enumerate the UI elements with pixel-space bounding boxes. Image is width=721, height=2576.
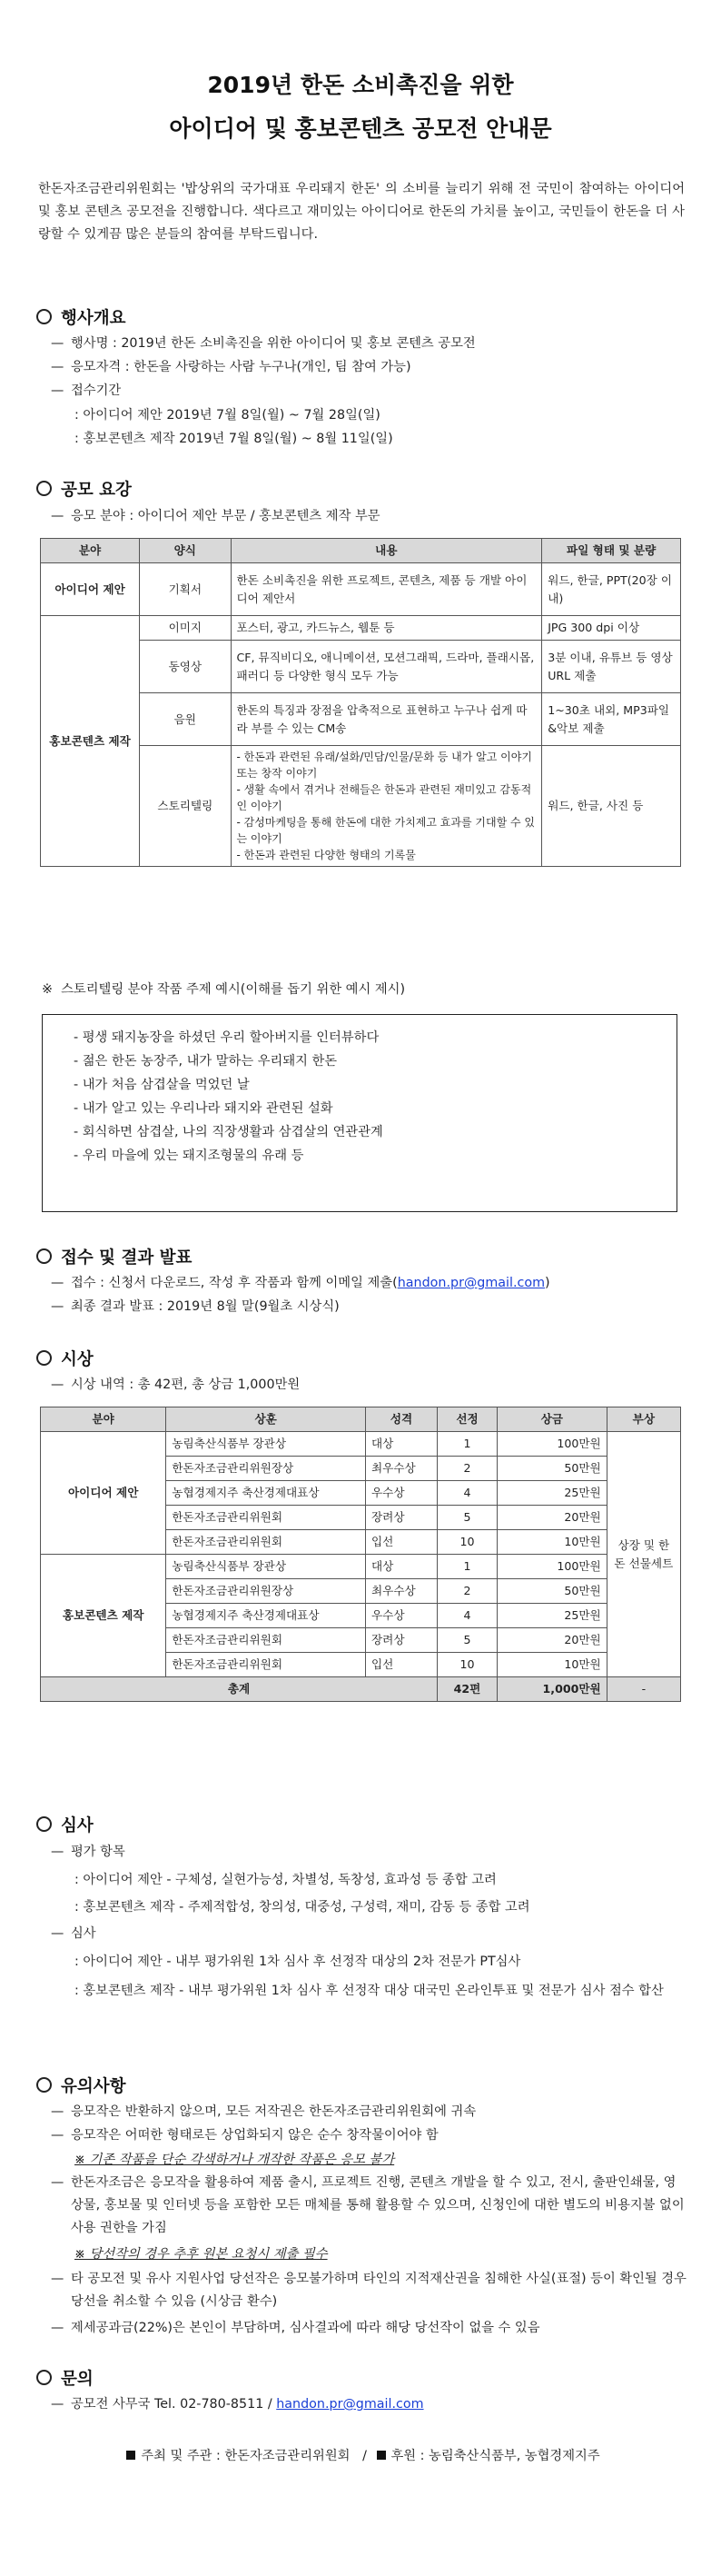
req-row-content: CF, 뮤직비디오, 애니메이션, 모션그래픽, 드라마, 플래시몹, 패러디 등 다양한 형식 모두 가능	[231, 641, 542, 693]
title-line-2: 아이디어 및 홍보콘텐츠 공모전 안내문	[169, 115, 552, 142]
award-name: 한돈자조금관리위원장상	[166, 1579, 366, 1604]
section-awards-heading: 시상	[36, 1347, 94, 1370]
title-line-1: 2019년 한돈 소비촉진을 위한	[207, 72, 514, 98]
award-name: 농협경제지주 축산경제대표상	[166, 1604, 366, 1628]
story-item: - 생활 속에서 겪거나 전해들은 한돈과 관련된 재미있고 감동적인 이야기	[236, 783, 532, 812]
award-prize: 100만원	[497, 1432, 607, 1457]
story-example: - 평생 돼지농장을 하셨던 우리 할아버지를 인터뷰하다	[74, 1030, 380, 1045]
award-grade: 우수상	[365, 1481, 437, 1506]
circle-bullet-icon	[36, 1350, 52, 1366]
award-name: 한돈자조금관리위원회	[166, 1506, 366, 1530]
story-example: - 내가 알고 있는 우리나라 돼지와 관련된 설화	[74, 1101, 333, 1116]
awards-header: 성격	[365, 1407, 437, 1432]
req-row-file: 3분 이내, 유튜브 등 영상 URL 제출	[542, 641, 681, 693]
req-row-content: 포스터, 광고, 카드뉴스, 웹툰 등	[231, 616, 542, 641]
circle-bullet-icon	[36, 2077, 52, 2093]
awards-extra-prize: 상장 및 한돈 선물세트	[607, 1432, 680, 1677]
award-name: 농림축산식품부 장관상	[166, 1555, 366, 1579]
req-header-content: 내용	[231, 539, 542, 563]
req-header-field: 분야	[41, 539, 140, 563]
award-count: 2	[438, 1579, 498, 1604]
circle-bullet-icon	[36, 1248, 52, 1264]
intro-paragraph: 한돈자조금관리위원회는 '밥상위의 국가대표 우리돼지 한돈' 의 소비를 늘리기 위해 전 국민이 참여하는 아이디어 및 홍보 콘텐츠 공모전을 진행합니다. 색다르고 재미있는 아이디어로 한돈의 가치를 높이고, 국민들이 한돈을 더 사랑할 수 있게끔 많은 분들의 참여를 부탁드립니다.	[38, 182, 685, 242]
awards-header: 상훈	[166, 1407, 366, 1432]
story-example: - 내가 처음 삼겹살을 먹었던 날	[74, 1078, 250, 1092]
awards-header: 선정	[438, 1407, 498, 1432]
contact-line: — 공모전 사무국 Tel. 02-780-8511 / handon.pr@gmail.com	[51, 2397, 424, 2412]
award-count: 2	[438, 1457, 498, 1481]
square-bullet-icon	[126, 2451, 135, 2460]
award-grade: 대상	[365, 1432, 437, 1457]
awards-total-prize: 1,000만원	[497, 1677, 607, 1702]
story-example: - 젊은 한돈 농장주, 내가 말하는 우리돼지 한돈	[74, 1054, 338, 1069]
award-grade: 최우수상	[365, 1457, 437, 1481]
circle-bullet-icon	[36, 1816, 52, 1832]
award-count: 1	[438, 1555, 498, 1579]
submit-result: — 최종 결과 발표 : 2019년 8월 말(9월초 시상식)	[51, 1299, 340, 1314]
award-name: 한돈자조금관리위원회	[166, 1530, 366, 1555]
award-prize: 50만원	[497, 1457, 607, 1481]
footer-separator: /	[362, 2449, 367, 2463]
award-prize: 10만원	[497, 1530, 607, 1555]
awards-content-field: 홍보콘텐츠 제작	[41, 1555, 166, 1677]
overview-period-idea: : 아이디어 제안 2019년 7월 8일(월) ~ 7월 28일(일)	[74, 408, 380, 423]
award-count: 5	[438, 1506, 498, 1530]
judging-review-idea: : 아이디어 제안 - 내부 평가위원 1차 심사 후 선정작 대상의 2차 전문가 PT심사	[74, 1954, 521, 1969]
story-item: - 감성마케팅을 통해 한돈에 대한 가치제고 효과를 기대할 수 있는 이야기	[236, 816, 535, 845]
awards-idea-field: 아이디어 제안	[41, 1432, 166, 1555]
requirements-field-line: — 응모 분야 : 아이디어 제안 부문 / 홍보콘텐츠 제작 부문	[51, 509, 380, 523]
award-prize: 10만원	[497, 1653, 607, 1677]
req-content-field: 홍보콘텐츠 제작	[41, 616, 140, 867]
story-example: - 우리 마을에 있는 돼지조형물의 유래 등	[74, 1149, 304, 1163]
award-name: 농림축산식품부 장관상	[166, 1432, 366, 1457]
req-idea-file: 워드, 한글, PPT(20장 이내)	[542, 563, 681, 616]
req-idea-form: 기획서	[140, 563, 231, 616]
note-item: — 한돈자조금은 응모작을 활용하여 제품 출시, 프로젝트 진행, 콘텐츠 개발을 할 수 있고, 전시, 출판인쇄물, 영상물, 홍보물 및 인터넷 등을 포함한 모든 매체를 통해 활용할 수 있으며, 신청인에 대한 별도의 비용지불 없이 사용 권한을 가짐	[51, 2175, 685, 2235]
note-item: — 응모작은 어떠한 형태로든 상업화되지 않은 순수 창작물이어야 함	[51, 2128, 439, 2143]
awards-header: 부상	[607, 1407, 680, 1432]
req-row-file: JPG 300 dpi 이상	[542, 616, 681, 641]
story-item: - 한돈과 관련된 유래/설화/민담/인물/문화 등 내가 알고 이야기 또는 창작 이야기	[236, 751, 532, 780]
footer	[0, 2446, 721, 2464]
note-sub: ※ 당선작의 경우 추후 원본 요청시 제출 필수	[74, 2247, 328, 2262]
award-grade: 장려상	[365, 1628, 437, 1653]
section-contact-heading: 문의	[36, 2366, 94, 2390]
submit-receipt: — 접수 : 신청서 다운로드, 작성 후 작품과 함께 이메일 제출(handon.pr@gmail.com)	[51, 1276, 550, 1290]
judging-items-content: : 홍보콘텐츠 제작 - 주제적합성, 창의성, 대중성, 구성력, 재미, 감동 등 종합 고려	[74, 1900, 530, 1915]
req-row-file: 1~30초 내외, MP3파일&악보 제출	[542, 693, 681, 746]
awards-total-extra: -	[607, 1677, 680, 1702]
award-name: 한돈자조금관리위원장상	[166, 1457, 366, 1481]
note-item: — 타 공모전 및 유사 지원사업 당선작은 응모불가하며 타인의 지적재산권을 침해한 사실(표절) 등이 확인될 경우 당선을 취소할 수 있음 (시상금 환수)	[51, 2272, 686, 2309]
award-prize: 25만원	[497, 1481, 607, 1506]
award-count: 10	[438, 1653, 498, 1677]
awards-total-count: 42편	[438, 1677, 498, 1702]
awards-header: 분야	[41, 1407, 166, 1432]
section-requirements-heading: 공모 요강	[36, 477, 132, 501]
section-submit-heading: 접수 및 결과 발표	[36, 1245, 192, 1268]
section-overview-heading: 행사개요	[36, 305, 125, 329]
section-judging-heading: 심사	[36, 1813, 94, 1836]
award-name: 한돈자조금관리위원회	[166, 1628, 366, 1653]
award-count: 4	[438, 1481, 498, 1506]
award-grade: 우수상	[365, 1604, 437, 1628]
awards-summary: — 시상 내역 : 총 42편, 총 상금 1,000만원	[51, 1378, 301, 1392]
req-idea-field: 아이디어 제안	[41, 563, 140, 616]
award-count: 5	[438, 1628, 498, 1653]
overview-period-content: : 홍보콘텐츠 제작 2019년 7월 8일(월) ~ 8월 11일(일)	[74, 432, 393, 446]
judging-review-content: : 홍보콘텐츠 제작 - 내부 평가위원 1차 심사 후 선정작 대상 대국민 온라인투표 및 전문가 심사 점수 합산	[74, 1984, 664, 1998]
award-prize: 100만원	[497, 1555, 607, 1579]
awards-total-label: 총계	[41, 1677, 438, 1702]
story-example: - 회식하면 삼겹살, 나의 직장생활과 삼겹살의 연관관계	[74, 1125, 383, 1139]
award-count: 4	[438, 1604, 498, 1628]
note-item: — 응모작은 반환하지 않으며, 모든 저작권은 한돈자조금관리위원회에 귀속	[51, 2104, 477, 2119]
award-count: 1	[438, 1432, 498, 1457]
footer-sponsor: 후원 : 농림축산식품부, 농협경제지주	[390, 2449, 600, 2463]
req-idea-content: 한돈 소비촉진을 위한 프로젝트, 콘텐츠, 제품 등 개발 아이디어 제안서	[231, 563, 542, 616]
circle-bullet-icon	[36, 481, 52, 496]
story-note-title: ※ 스토리텔링 분야 작품 주제 예시(이해를 돕기 위한 예시 제시)	[42, 982, 406, 997]
req-row-form: 동영상	[140, 641, 231, 693]
story-example-box	[42, 1014, 677, 1212]
award-name: 농협경제지주 축산경제대표상	[166, 1481, 366, 1506]
awards-table	[40, 1407, 681, 1702]
award-grade: 입선	[365, 1530, 437, 1555]
section-notes-heading: 유의사항	[36, 2074, 125, 2097]
req-row-form: 이미지	[140, 616, 231, 641]
award-grade: 장려상	[365, 1506, 437, 1530]
awards-header: 상금	[497, 1407, 607, 1432]
award-prize: 20만원	[497, 1628, 607, 1653]
award-grade: 최우수상	[365, 1579, 437, 1604]
award-grade: 대상	[365, 1555, 437, 1579]
award-prize: 20만원	[497, 1506, 607, 1530]
req-header-form: 양식	[140, 539, 231, 563]
req-row-content: 한돈의 특징과 장점을 압축적으로 표현하고 누구나 쉽게 따라 부를 수 있는 CM송	[231, 693, 542, 746]
req-row-file: 워드, 한글, 사진 등	[542, 746, 681, 867]
overview-period-label: — 접수기간	[51, 383, 122, 398]
submit-email-link[interactable]: handon.pr@gmail.com	[397, 1276, 546, 1290]
req-header-file: 파일 형태 및 분량	[542, 539, 681, 563]
circle-bullet-icon	[36, 309, 52, 324]
square-bullet-icon	[377, 2451, 386, 2460]
judging-review-label: — 심사	[51, 1926, 96, 1941]
award-grade: 입선	[365, 1653, 437, 1677]
note-item: — 제세공과금(22%)은 본인이 부담하며, 심사결과에 따라 해당 당선작이 없을 수 있음	[51, 2321, 540, 2335]
award-count: 10	[438, 1530, 498, 1555]
award-prize: 25만원	[497, 1604, 607, 1628]
req-story-content	[231, 746, 542, 867]
story-item: - 한돈과 관련된 다양한 형태의 기록물	[236, 849, 416, 861]
overview-name: — 행사명 : 2019년 한돈 소비촉진을 위한 아이디어 및 홍보 콘텐츠 공모전	[51, 336, 476, 351]
note-sub: ※ 기존 작품을 단순 각색하거나 개작한 작품은 응모 불가	[74, 2153, 395, 2167]
award-name: 한돈자조금관리위원회	[166, 1653, 366, 1677]
judging-items-idea: : 아이디어 제안 - 구체성, 실현가능성, 차별성, 독창성, 효과성 등 종합 고려	[74, 1873, 497, 1887]
req-row-form: 음원	[140, 693, 231, 746]
award-prize: 50만원	[497, 1579, 607, 1604]
contact-email-link[interactable]: handon.pr@gmail.com	[276, 2397, 424, 2412]
requirements-table	[40, 538, 681, 867]
judging-items-label: — 평가 항목	[51, 1845, 125, 1859]
req-row-form: 스토리텔링	[140, 746, 231, 867]
overview-qualification: — 응모자격 : 한돈을 사랑하는 사람 누구나(개인, 팀 참여 가능)	[51, 360, 411, 374]
circle-bullet-icon	[36, 2370, 52, 2385]
footer-host: 주최 및 주관 : 한돈자조금관리위원회	[141, 2449, 351, 2463]
